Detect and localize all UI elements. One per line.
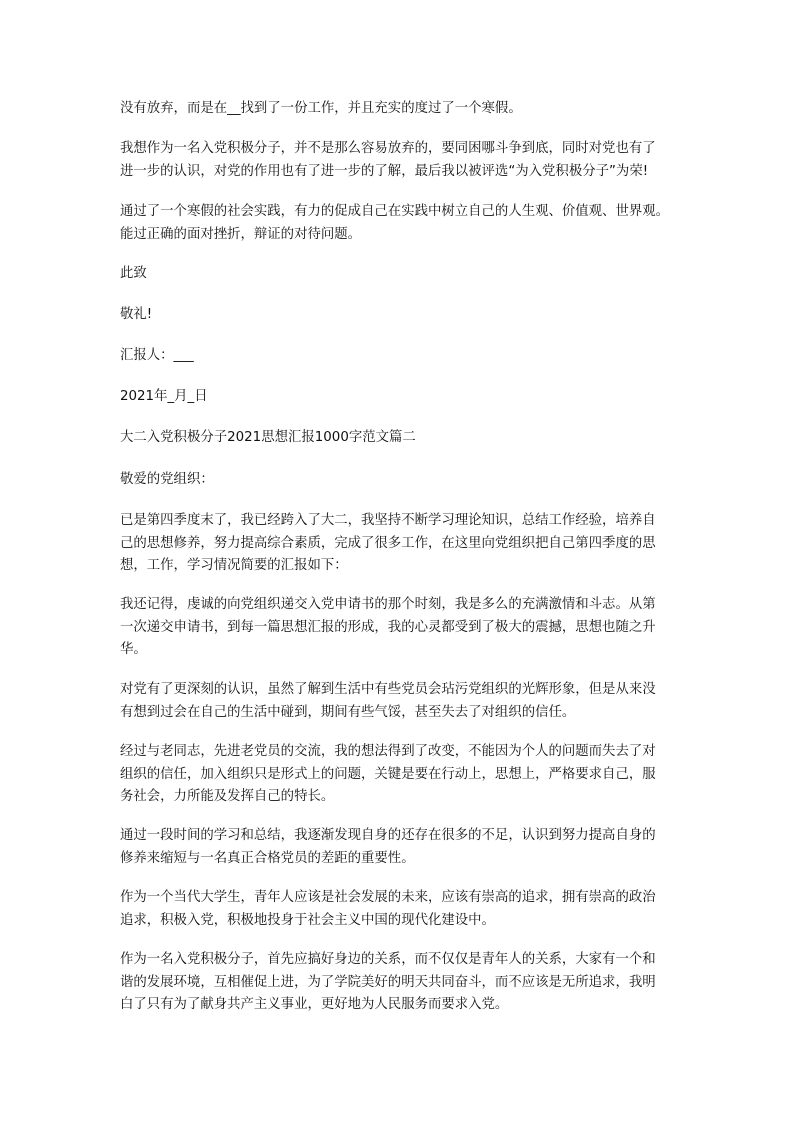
paragraph-10 — [120, 510, 680, 578]
text-line: 对党有了更深刻的认识，虽然了解到生活中有些党员会玷污党组织的光辉形象，但是从来没 — [120, 682, 656, 697]
text-line: 作为一名入党积极分子，首先应搞好身边的关系，而不仅仅是青年人的关系，大家有一个和 — [120, 952, 656, 967]
paragraph-13 — [120, 741, 680, 809]
text-line: 想，工作，学习情况简要的汇报如下： — [120, 558, 348, 573]
paragraph-16 — [120, 949, 680, 1017]
paragraph-2 — [120, 138, 680, 183]
text-line: 一次递交申请书，到每一篇思想汇报的形成，我的心灵都受到了极大的震撼，思想也随之升 — [120, 619, 656, 635]
text-line: 2021年_月_日 — [120, 389, 208, 404]
text-line: 进一步的认识，对党的作用也有了进一步的了解，最后我以被评选“为入党积极分子”为荣! — [120, 163, 649, 179]
closing-regards — [120, 304, 680, 327]
text-line: 汇报人：___ — [120, 348, 194, 363]
paragraph-3 — [120, 201, 680, 246]
greeting — [120, 469, 680, 492]
paragraph-14 — [120, 825, 680, 870]
report-date — [120, 386, 680, 409]
text-line: 组织的信任，加入组织只是形式上的问题，关键是要在行动上，思想上，严格要求自己，服 — [120, 766, 656, 782]
text-line: 己的思想修养，努力提高综合素质，完成了很多工作，在这里向党组织把自己第四季度的思 — [120, 535, 656, 551]
text-line: 白了只有为了献身共产主义事业，更好地为人民服务而要求入党。 — [120, 997, 509, 1012]
text-line: 通过了一个寒假的社会实践，有力的促成自己在实践中树立自己的人生观、价值观、世界观。 — [120, 204, 670, 219]
paragraph-11 — [120, 594, 680, 662]
text-line: 华。 — [120, 642, 147, 657]
text-line: 能过正确的面对挫折，辩证的对待问题。 — [120, 226, 362, 242]
text-line: 敬爱的党组织： — [120, 472, 214, 487]
text-line: 我还记得，虔诚的向党组织递交入党申请书的那个时刻，我是多么的充满激情和斗志。从第 — [120, 597, 656, 612]
paragraph-1 — [120, 98, 680, 121]
text-line: 敬礼! — [120, 307, 153, 322]
reporter-signature — [120, 345, 680, 368]
text-line: 经过与老同志，先进老党员的交流，我的想法得到了改变，不能因为个人的问题而失去了对 — [120, 744, 656, 759]
closing-salutation — [120, 263, 680, 286]
text-line: 大二入党积极分子2021思想汇报1000字范文篇二 — [120, 430, 416, 445]
text-line: 作为一个当代大学生，青年人应该是社会发展的未来，应该有崇高的追求，拥有崇高的政治 — [120, 890, 656, 905]
text-line: 此致 — [120, 266, 147, 281]
text-line: 谐的发展环境，互相催促上进，为了学院美好的明天共同奋斗，而不应该是无所追求，我明 — [120, 974, 656, 990]
text-line: 已是第四季度末了，我已经跨入了大二，我坚持不断学习理论知识，总结工作经验，培养自 — [120, 513, 656, 528]
text-line: 我想作为一名入党积极分子，并不是那么容易放弃的，要同困哪斗争到底，同时对党也有了 — [120, 141, 656, 156]
text-line: 有想到过会在自己的生活中碰到，期间有些气馁，甚至失去了对组织的信任。 — [120, 704, 576, 720]
text-line: 务社会，力所能及发挥自己的特长。 — [120, 789, 335, 804]
text-line: 追求，积极入党，积极地投身于社会主义中国的现代化建设中。 — [120, 912, 495, 928]
section-title — [120, 427, 680, 450]
paragraph-15 — [120, 887, 680, 932]
text-line: 修养来缩短与一名真正合格党员的差距的重要性。 — [120, 850, 415, 866]
text-line: 没有放弃，而是在__找到了一份工作，并且充实的度过了一个寒假。 — [120, 101, 522, 116]
text-line: 通过一段时间的学习和总结，我逐渐发现自身的还存在很多的不足，认识到努力提高自身的 — [120, 828, 656, 843]
paragraph-12 — [120, 679, 680, 724]
